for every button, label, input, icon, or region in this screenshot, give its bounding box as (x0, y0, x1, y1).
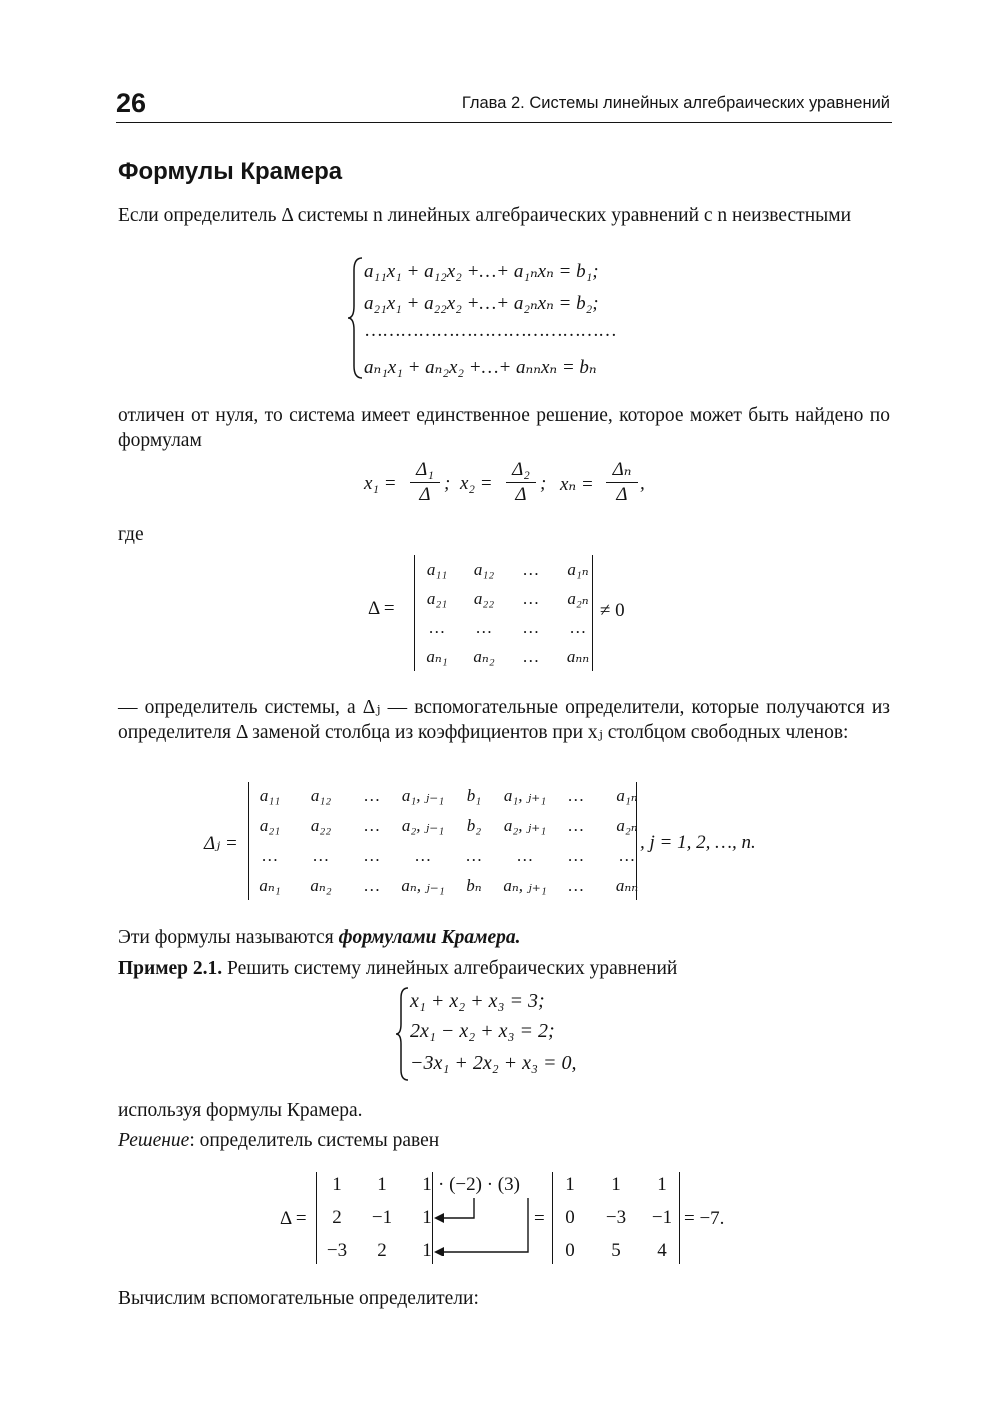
det-example-left-cell: −1 (371, 1207, 393, 1228)
aux-paragraph: — определитель системы, а Δⱼ — вспомогательные определители, которые получаются из определителя Δ заменой столбца из коэффициентов при xⱼ столбцом свободных членов: (118, 697, 890, 743)
det-example-eq: = (534, 1208, 545, 1229)
det-aux-cell: … (364, 876, 380, 895)
det-aux-cell: aₙ₂ (310, 876, 332, 895)
det-aux-cell: aₙ, ⱼ₊₁ (503, 876, 547, 895)
formulas-named-emphasis: формулами Крамера. (338, 927, 521, 948)
det-main-cell: aₙₙ (566, 647, 590, 666)
det-main-cell: … (570, 618, 586, 637)
intro-paragraph: Если определитель Δ системы n линейных алгебраических уравнений с n неизвестными (118, 205, 852, 226)
system-row-1: a₁₁x₁ + a₁₂x₂ +…+ a₁ₙxₙ = b₁; (364, 261, 599, 282)
det-aux-cell: b₁ (466, 786, 482, 805)
fraction-n-denominator: Δ (616, 484, 628, 505)
det-main-cell: a₁₁ (426, 560, 448, 579)
det-example-right-cell: 0 (565, 1207, 575, 1228)
det-main-cell: a₁₂ (473, 560, 495, 579)
det-example-lhs: Δ = (280, 1208, 307, 1229)
det-aux-cell: … (568, 876, 584, 895)
det-main-cell: aₙ₁ (426, 647, 448, 666)
det-main-cell: a₂₁ (426, 589, 448, 608)
running-title: Глава 2. Системы линейных алгебраических уравнений (461, 94, 890, 112)
after-system-paragraph: отличен от нуля, то система имеет единственное решение, которое может быть найдено по формулам (118, 405, 890, 451)
using-line: используя формулы Крамера. (118, 1100, 363, 1121)
det-aux-rhs: , j = 1, 2, …, n. (640, 832, 756, 853)
det-aux-cell: … (466, 846, 482, 865)
det-example-right-cell: 1 (565, 1174, 575, 1195)
det-example-right-cell: −1 (651, 1207, 673, 1228)
solution-label: Решение (118, 1130, 190, 1151)
det-aux-cell: a₁, ⱼ₋₁ (401, 786, 445, 805)
det-aux-cell: aₙₙ (615, 876, 639, 895)
det-example-left-cell: 2 (377, 1240, 387, 1261)
det-example-left-cell: 1 (422, 1240, 432, 1261)
det-aux-cell: … (619, 846, 635, 865)
det-aux-cell: … (568, 846, 584, 865)
det-aux-cell: aₙ₁ (259, 876, 281, 895)
det-aux-cell: a₁, ⱼ₊₁ (503, 786, 547, 805)
formulas-named-line (118, 925, 521, 950)
example-row-2: 2x₁ − x₂ + x₃ = 2; (410, 1020, 555, 1042)
det-aux-lhs: Δⱼ = (204, 833, 238, 854)
x2-symbol: x₂ = (460, 473, 493, 494)
det-aux-cell: … (364, 786, 380, 805)
det-main-cell: … (429, 618, 445, 637)
det-example-right-cell: 0 (565, 1240, 575, 1261)
det-example-left-cell: 1 (377, 1174, 387, 1195)
det-example-left-cell: 1 (422, 1207, 432, 1228)
header-rule (116, 122, 892, 123)
det-example-right-cell: 1 (611, 1174, 621, 1195)
formulas-named-text: Эти формулы называются (118, 927, 334, 948)
det-aux-cell: … (364, 816, 380, 835)
det-aux-cell: b₂ (466, 816, 482, 835)
det-aux-cell: a₁₁ (259, 786, 281, 805)
det-main-cell: a₂ₙ (567, 589, 589, 608)
det-aux-cell: a₂, ⱼ₊₁ (503, 816, 547, 835)
det-example-ops: · (−2) · (3) (438, 1174, 520, 1195)
det-main-cell: a₁ₙ (567, 560, 589, 579)
det-main-cell: … (476, 618, 492, 637)
example-line (118, 956, 677, 981)
det-main-cell: aₙ₂ (473, 647, 495, 666)
det-aux-cell: … (313, 846, 329, 865)
det-aux-cell: a₁₂ (310, 786, 332, 805)
fraction-n (606, 458, 638, 507)
example-brace-icon (394, 986, 410, 1082)
det-aux-cell: … (568, 816, 584, 835)
example-row-1: x₁ + x₂ + x₃ = 3; (410, 990, 545, 1012)
example-row-3: −3x₁ + 2x₂ + x₃ = 0, (410, 1052, 577, 1074)
fraction-1 (410, 458, 440, 507)
formula-end: , (640, 473, 645, 494)
det-main-cell: … (523, 647, 539, 666)
det-main-cell: a₂₂ (473, 589, 495, 608)
fraction-2 (506, 458, 536, 507)
det-aux-cell: … (262, 846, 278, 865)
det-aux-cell: … (568, 786, 584, 805)
row-operation-arrows-icon (432, 1196, 532, 1256)
det-main-cell: … (523, 618, 539, 637)
example-label: Пример 2.1. (118, 958, 223, 979)
where-label: где (118, 524, 144, 545)
page-number: 26 (116, 88, 147, 118)
separator-2: ; (540, 473, 547, 494)
det-main-cell: … (523, 560, 539, 579)
system-row-2: a₂₁x₁ + a₂₂x₂ +…+ a₂ₙxₙ = b₂; (364, 293, 599, 314)
det-aux-cell: a₂₂ (310, 816, 332, 835)
xn-symbol: xₙ = (560, 474, 594, 495)
det-example-left-cell: −3 (326, 1240, 348, 1261)
det-example-right-cell: 4 (657, 1240, 667, 1261)
det-example-left-cell: 2 (332, 1207, 342, 1228)
det-aux-cell: a₂ₙ (616, 816, 638, 835)
system-row-4: aₙ₁x₁ + aₙ₂x₂ +…+ aₙₙxₙ = bₙ (364, 357, 597, 378)
det-example-left-bar-1 (316, 1172, 317, 1264)
det-aux-cell: bₙ (466, 876, 482, 895)
final-line: Вычислим вспомогательные определители: (118, 1288, 479, 1309)
separator-1: ; (444, 473, 451, 494)
det-aux-cell: a₂₁ (259, 816, 281, 835)
det-aux-cell: … (364, 846, 380, 865)
system-row-3: …………………………………… (364, 320, 616, 341)
section-title: Формулы Крамера (118, 158, 343, 185)
x1-symbol: x₁ = (364, 473, 397, 494)
fraction-1-numerator: Δ₁ (410, 458, 440, 483)
det-example-right-cell: 5 (611, 1240, 621, 1261)
fraction-2-numerator: Δ₂ (506, 458, 536, 483)
det-example-left-cell: 1 (332, 1174, 342, 1195)
det-main-rhs: ≠ 0 (600, 600, 625, 621)
left-brace-icon (346, 256, 364, 380)
det-main-cell: … (523, 589, 539, 608)
solution-line (118, 1128, 439, 1153)
det-example-right-cell: 1 (657, 1174, 667, 1195)
solution-text: : определитель системы равен (189, 1130, 440, 1151)
det-aux-cell: aₙ, ⱼ₋₁ (401, 876, 445, 895)
det-main-lhs: Δ = (368, 598, 395, 619)
det-aux-cell: a₂, ⱼ₋₁ (401, 816, 445, 835)
det-aux-cell: … (517, 846, 533, 865)
fraction-1-denominator: Δ (419, 484, 431, 505)
det-aux-cell: a₁ₙ (616, 786, 638, 805)
fraction-2-denominator: Δ (515, 484, 527, 505)
example-text: Решить систему линейных алгебраических уравнений (227, 958, 678, 979)
det-example-result: = −7. (684, 1208, 725, 1229)
det-example-right-cell: −3 (605, 1207, 627, 1228)
fraction-n-numerator: Δₙ (606, 458, 638, 483)
det-aux-cell: … (415, 846, 431, 865)
det-example-left-cell: 1 (422, 1174, 432, 1195)
